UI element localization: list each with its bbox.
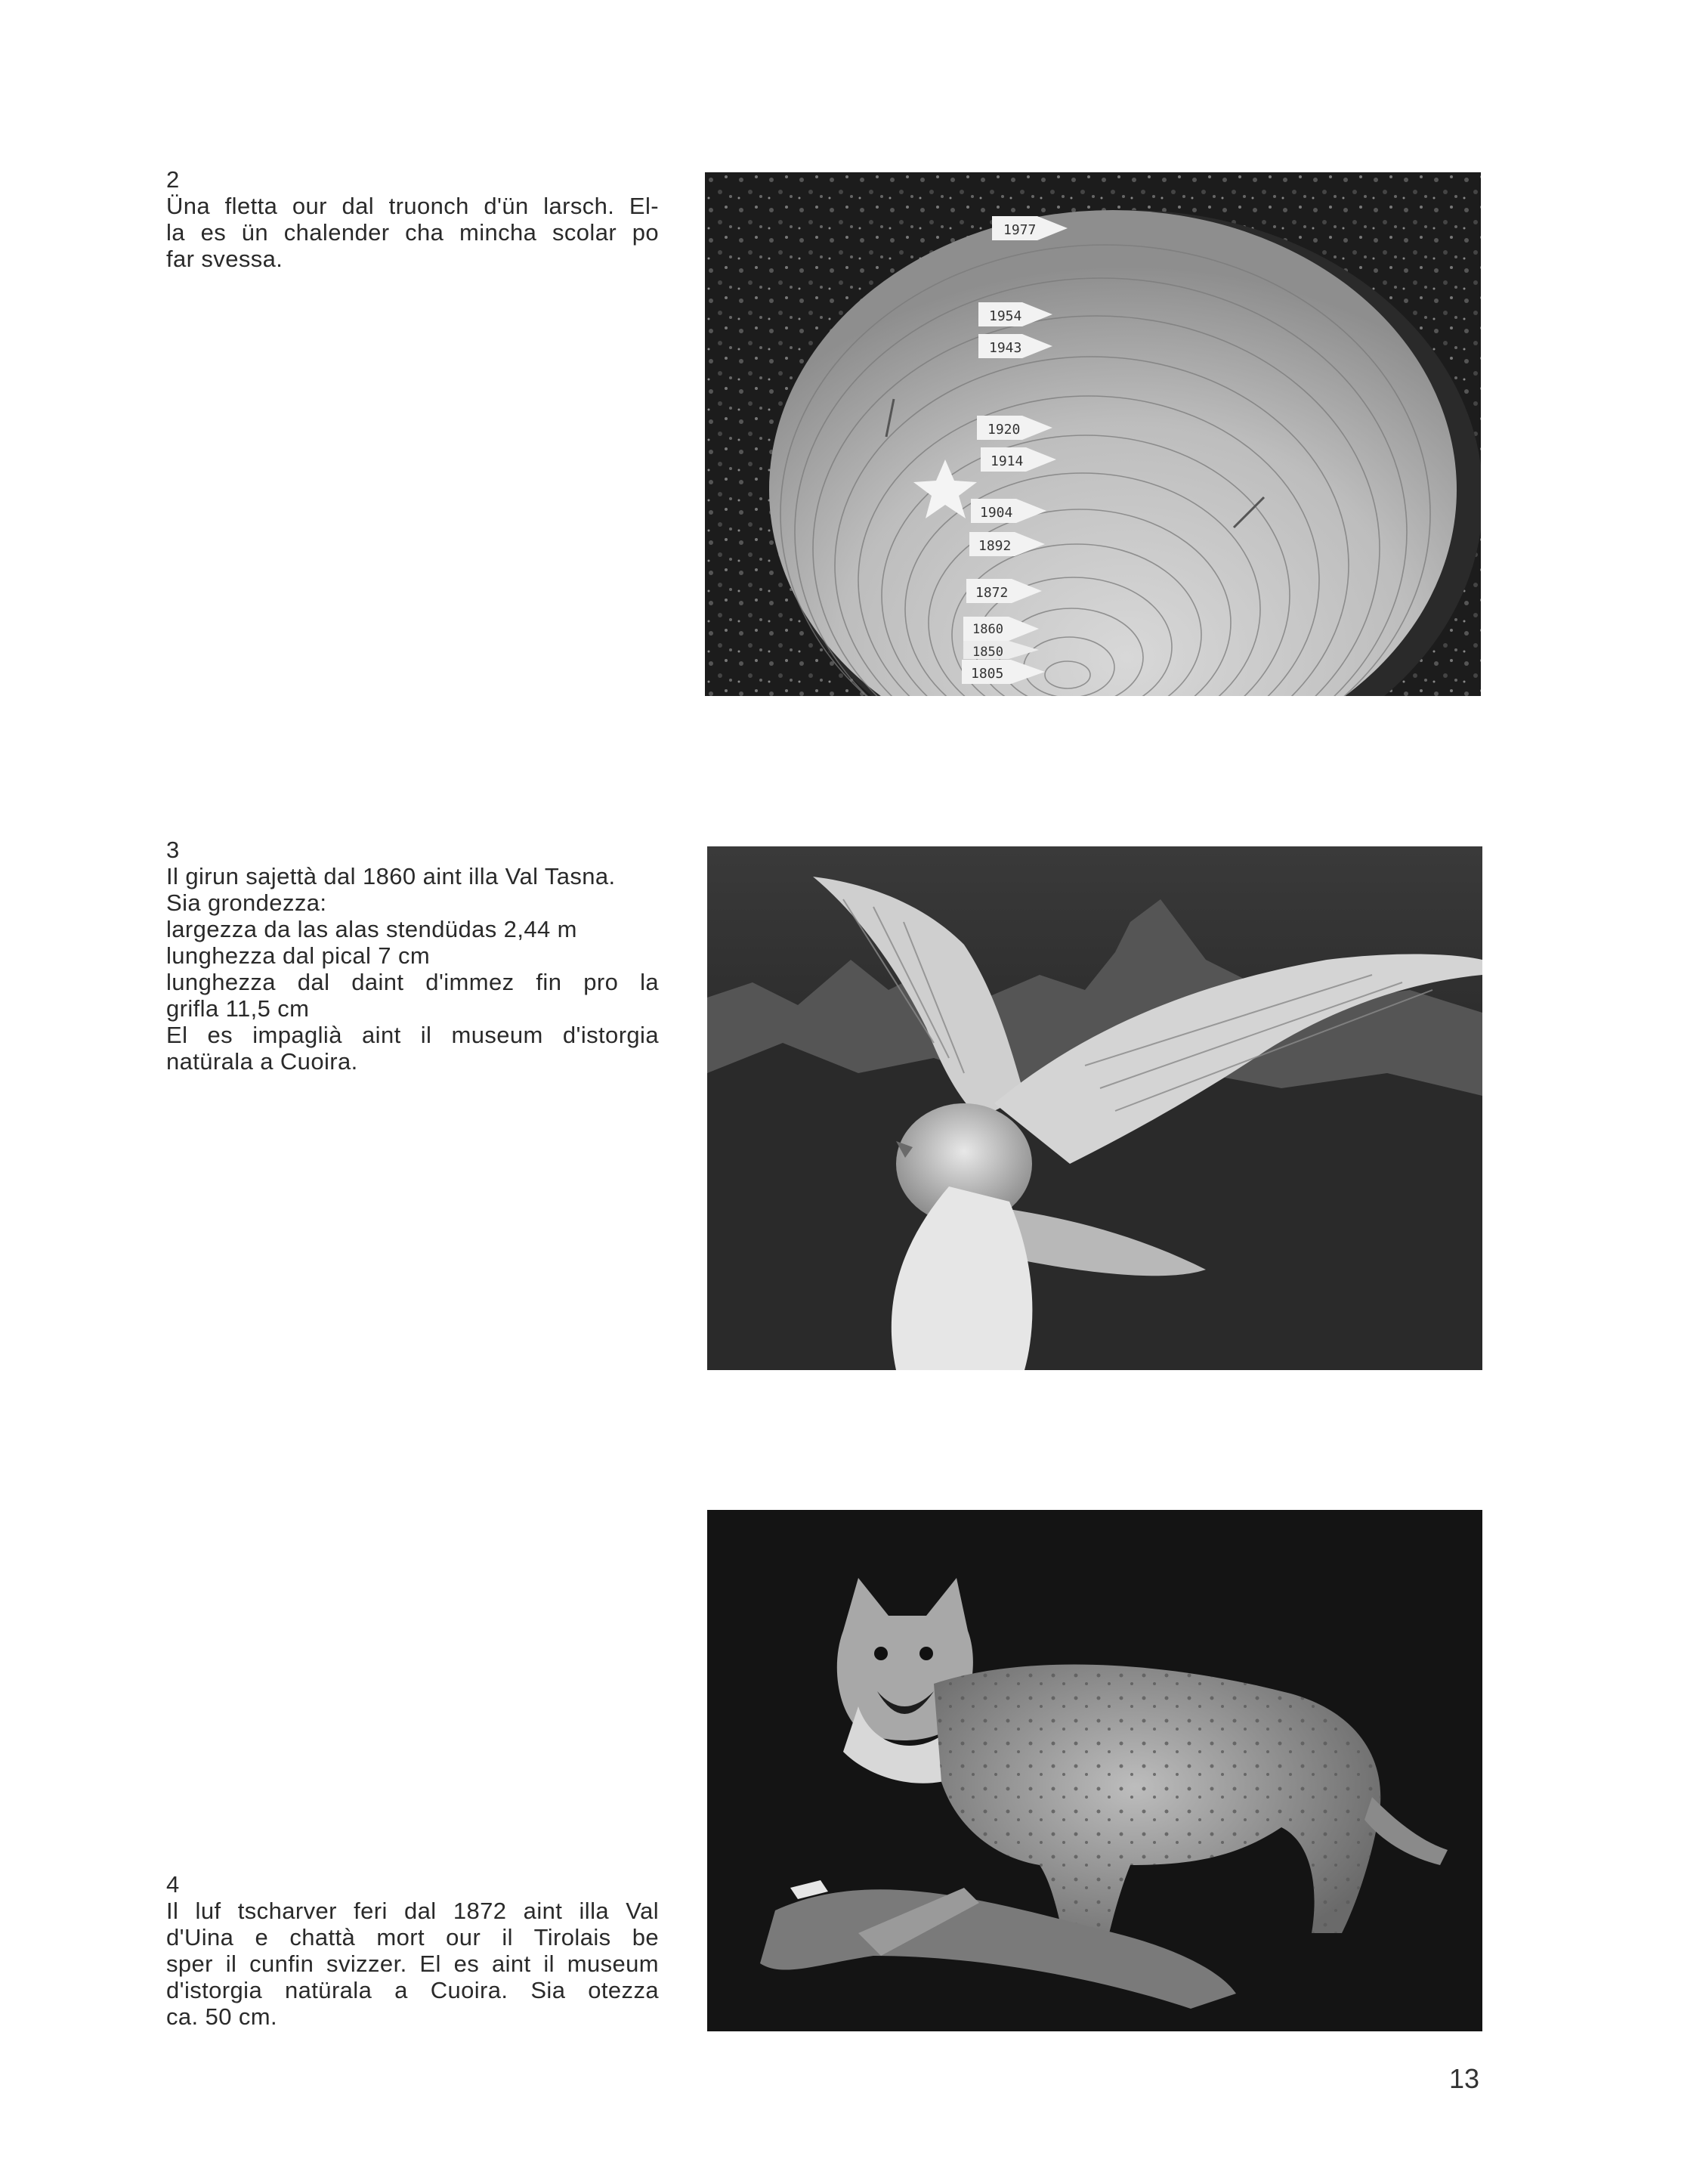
page-number: 13 bbox=[1449, 2063, 1480, 2094]
caption-line: grifla 11,5 cm bbox=[166, 995, 310, 1022]
tree-rings-photo bbox=[705, 172, 1481, 696]
caption-line: far svessa. bbox=[166, 246, 283, 272]
caption-3 bbox=[166, 837, 659, 1075]
lynx-image bbox=[707, 1510, 1482, 2031]
caption-line: Il luf tscharver feri dal 1872 aint illa Val bbox=[166, 1898, 659, 1924]
caption-4 bbox=[166, 1871, 659, 2030]
caption-line: Il girun sajettà dal 1860 aint illa Val Tasna. bbox=[166, 863, 616, 889]
svg-text:1892: 1892 bbox=[978, 538, 1012, 554]
caption-line: Üna fletta our dal truonch d'ün larsch. El- bbox=[166, 193, 659, 219]
tree-rings-image bbox=[705, 172, 1481, 696]
svg-text:1805: 1805 bbox=[971, 666, 1004, 682]
eagle-photo bbox=[707, 846, 1482, 1370]
svg-text:1872: 1872 bbox=[975, 585, 1009, 601]
caption-line: ca. 50 cm. bbox=[166, 2003, 277, 2030]
svg-text:1904: 1904 bbox=[980, 505, 1013, 521]
svg-text:1977: 1977 bbox=[1003, 222, 1037, 238]
svg-text:1943: 1943 bbox=[989, 340, 1022, 356]
caption-line: lunghezza dal pical 7 cm bbox=[166, 942, 431, 969]
svg-text:1914: 1914 bbox=[991, 453, 1024, 469]
svg-text:1850: 1850 bbox=[972, 645, 1003, 660]
svg-text:1860: 1860 bbox=[972, 622, 1003, 637]
lynx-photo bbox=[707, 1510, 1482, 2031]
caption-line: la es ün chalender cha mincha scolar po bbox=[166, 219, 659, 246]
caption-line: El es impaglià aint il museum d'istorgia bbox=[166, 1022, 659, 1048]
caption-number: 4 bbox=[166, 1871, 180, 1898]
caption-number: 2 bbox=[166, 166, 180, 193]
caption-2 bbox=[166, 166, 659, 272]
eagle-image bbox=[707, 846, 1482, 1370]
caption-line: largezza da las alas stendüdas 2,44 m bbox=[166, 916, 577, 942]
caption-number: 3 bbox=[166, 837, 180, 863]
caption-line: natürala a Cuoira. bbox=[166, 1048, 358, 1075]
svg-text:1920: 1920 bbox=[987, 422, 1021, 438]
caption-line: sper il cunfin svizzer. El es aint il museum bbox=[166, 1950, 659, 1977]
caption-line: Sia grondezza: bbox=[166, 889, 327, 916]
caption-line: d'Uina e chattà mort our il Tirolais be bbox=[166, 1924, 659, 1950]
caption-line: lunghezza dal daint d'immez fin pro la bbox=[166, 969, 659, 995]
caption-line: d'istorgia natürala a Cuoira. Sia otezza bbox=[166, 1977, 659, 2003]
svg-text:1954: 1954 bbox=[989, 308, 1022, 324]
